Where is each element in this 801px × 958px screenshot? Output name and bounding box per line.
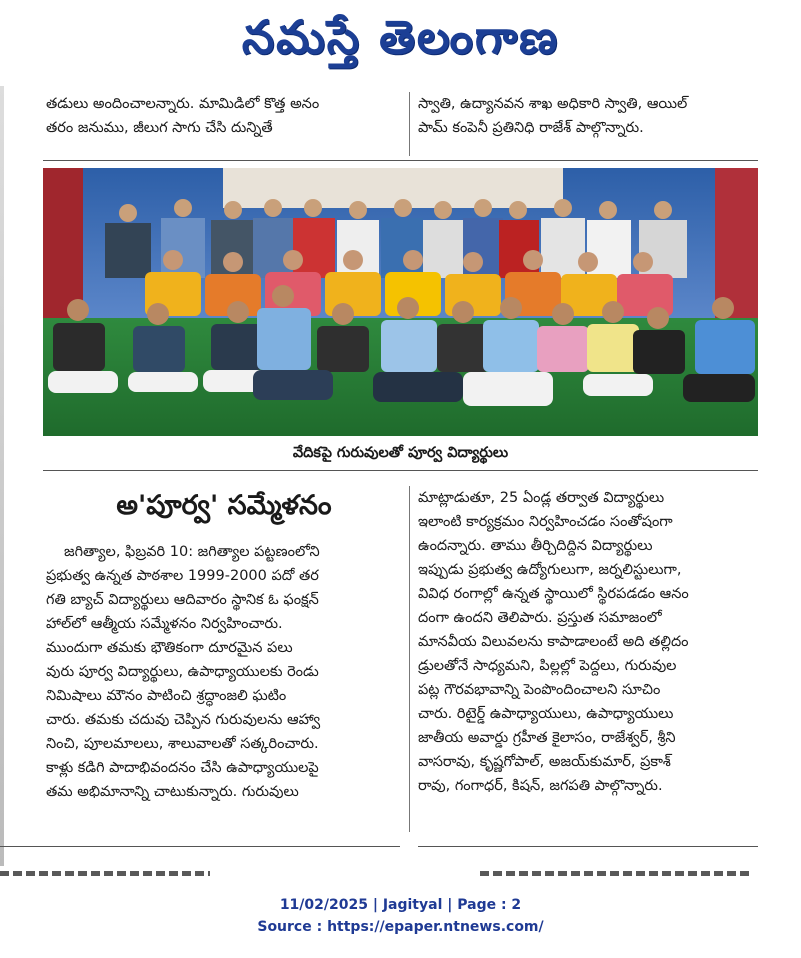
bottom-rule-left xyxy=(0,846,400,847)
article-column-right xyxy=(418,486,758,798)
carryover-right xyxy=(418,92,758,140)
text-line: గతి బ్యాచ్ విద్యార్థులు ఆదివారం స్థానిక ఓ ఫంక్షన్ xyxy=(46,592,319,608)
text-line-content: జగిత్యాల, ఫిబ్రవరి 10: జగిత్యాల పట్టణంలోని xyxy=(64,544,320,560)
column-divider xyxy=(409,92,410,156)
text-line: వాసరావు, కృష్ణగోపాల్, అజయ్‌కుమార్, ప్రకాశ్ xyxy=(418,754,671,770)
article-column-left xyxy=(46,540,402,804)
caption-rule xyxy=(43,470,758,471)
text-line: ఇలాంటి కార్యక్రమం నిర్వహించడం సంతోషంగా xyxy=(418,514,673,530)
text-line: తమ అభిమానాన్ని చాటుకున్నారు. గురువులు xyxy=(46,784,299,800)
cropped-headline-right xyxy=(480,866,750,880)
text-line: తడులు అందించాలన్నారు. మామిడిలో కొత్త అనం xyxy=(46,96,320,112)
text-line: తరం జనుము, జీలుగ సాగు చేసి దున్నితే xyxy=(46,120,273,136)
bottom-rule-right xyxy=(418,846,758,847)
text-line: వివిధ రంగాల్లో ఉన్నత స్థాయిలో స్థిరపడడం ఆనం xyxy=(418,586,689,602)
text-line: కాళ్లు కడిగి పాదాభివందనం చేసి ఉపాధ్యాయులపై xyxy=(46,760,319,776)
section-rule xyxy=(43,160,758,161)
text-line: దంగా ఉందని తెలిపారు. ప్రస్తుత సమాజంలో xyxy=(418,610,662,626)
text-line xyxy=(46,540,402,564)
text-line: స్వాతి, ఉద్యానవన శాఖ అధికారి స్వాతి, ఆయిల్ xyxy=(418,96,688,112)
article-headline: అ'పూర్వ' సమ్మేళనం xyxy=(116,490,332,521)
text-line: జాతీయ అవార్డు గ్రహీత కైలాసం, రాజేశ్వర్, శ్రీని xyxy=(418,730,676,746)
text-line: ఇప్పుడు ప్రభుత్వ ఉద్యోగులుగా, జర్నలిస్టులుగా, xyxy=(418,562,682,578)
text-line: నిమిషాలు మౌనం పాటించి శ్రద్ధాంజలి ఘటిం xyxy=(46,688,287,704)
masthead xyxy=(0,0,801,86)
text-line: పామ్ కంపెనీ ప్రతినిధి రాజేశ్ పాల్గొన్నారు. xyxy=(418,120,644,136)
text-line: నించి, పూలమాలలు, శాలువాలతో సత్కరించారు. xyxy=(46,736,319,752)
cropped-headline-left xyxy=(0,866,210,880)
group-photo xyxy=(43,168,758,436)
text-line: మానవీయ విలువలను కాపాడాలంటే అది తల్లిదం xyxy=(418,634,689,650)
text-line: వురు పూర్వ విద్యార్థులు, ఉపాధ్యాయులకు రెండు xyxy=(46,664,319,680)
text-line: హాల్‌లో ఆత్మీయ సమ్మేళనం నిర్వహించారు. xyxy=(46,616,283,632)
text-line: ముందుగా తమకు భౌతికంగా దూరమైన పలు xyxy=(46,640,293,656)
carryover-left xyxy=(46,92,402,140)
footer-date-line: 11/02/2025 | Jagityal | Page : 2 xyxy=(279,897,522,913)
text-line: పట్ల గౌరవభావాన్ని పెంపొందించాలని సూచిం xyxy=(418,682,661,698)
footer-source-line: Source : https://epaper.ntnews.com/ xyxy=(257,919,544,935)
photo-illustration xyxy=(43,168,758,436)
text-line: ఉందన్నారు. తాము తీర్చిదిద్దిన విద్యార్థులు xyxy=(418,538,653,554)
text-line: చారు. రిటైర్డ్ ఉపాధ్యాయులు, ఉపాధ్యాయులు xyxy=(418,706,674,722)
text-line: ప్రభుత్వ ఉన్నత పాఠశాల 1999-2000 పదో తర xyxy=(46,568,319,584)
column-divider xyxy=(409,486,410,832)
page-edge xyxy=(0,86,4,866)
text-line: చారు. తమకు చదువు చెప్పిన గురువులను ఆహ్వా xyxy=(46,712,321,728)
photo-caption: వేదికపై గురువులతో పూర్వ విద్యార్థులు xyxy=(292,445,509,461)
text-line: మాట్లాడుతూ, 25 ఏండ్ల తర్వాత విద్యార్థులు xyxy=(418,490,665,506)
masthead-title: నమస్తే తెలంగాణ xyxy=(241,10,560,64)
text-line: రావు, గంగాధర్, కిషన్, జగపతి పాల్గొన్నారు. xyxy=(418,778,663,794)
text-line: డ్రులతోనే సాధ్యమని, పిల్లల్లో పెద్దలు, గురువుల xyxy=(418,658,677,674)
